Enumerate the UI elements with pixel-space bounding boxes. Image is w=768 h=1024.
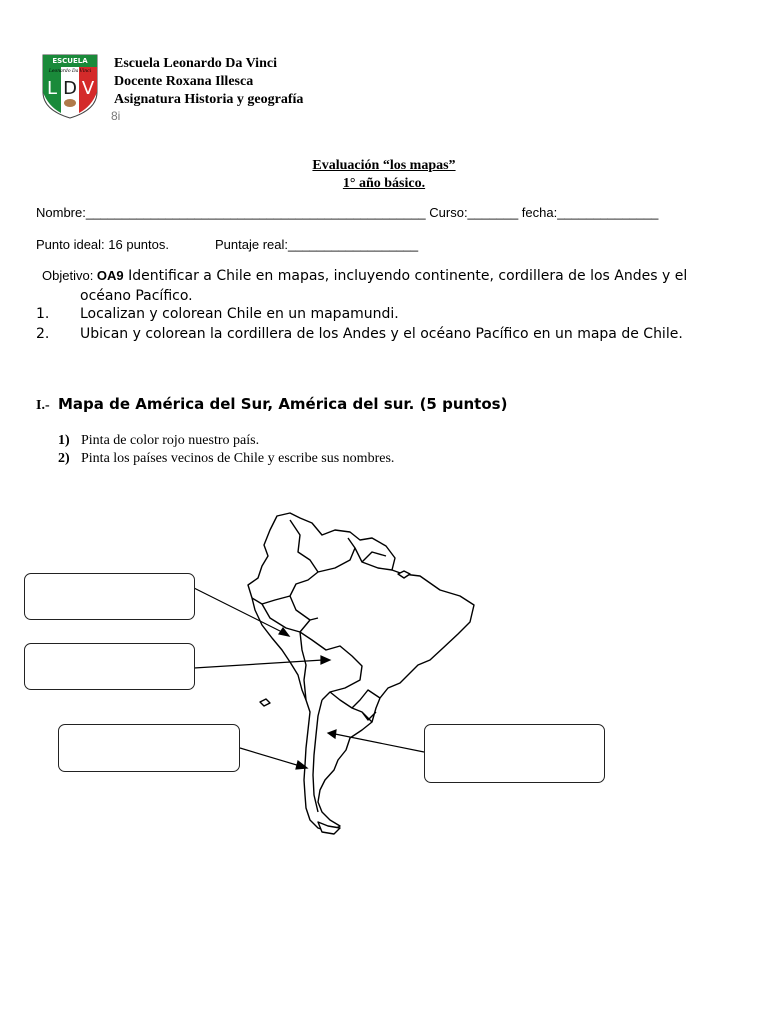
objective-item-2-num: 2. <box>36 326 50 342</box>
objective-code: OA9 <box>96 268 124 283</box>
exam-subtitle: 1° año básico. <box>342 176 426 191</box>
answer-box-3[interactable] <box>58 724 240 772</box>
student-fields-line: Nombre:_______________________________________________ Curso:_______ fecha:______________ <box>36 205 659 220</box>
objective-text: Identificar a Chile en mapas, incluyendo continente, cordillera de los Andes y el <box>123 268 688 284</box>
ideal-score: Punto ideal: 16 puntos. <box>36 237 169 252</box>
objective-item-1: Localizan y colorean Chile en un mapamundi. <box>80 306 399 322</box>
subject-name: Asignatura Historia y geografía <box>114 92 304 107</box>
objective-item-2: Ubican y colorean la cordillera de los Andes y el océano Pacífico en un mapa de Chile. <box>80 326 683 342</box>
objective-text-cont: océano Pacífico. <box>80 288 193 304</box>
logo-letter-l: L <box>46 78 58 99</box>
exam-title: Evaluación “los mapas” <box>312 158 456 173</box>
island-galapagos <box>260 699 270 706</box>
real-score: Puntaje real:__________________ <box>215 237 419 252</box>
logo-script-text: Leonardo Da Vinci <box>48 69 92 74</box>
logo-letter-v: V <box>81 78 95 99</box>
task-1-num: 1) <box>58 433 70 448</box>
logo-letter-d: D <box>63 78 77 99</box>
answer-box-4[interactable] <box>424 724 605 783</box>
section-numeral: I.- <box>36 398 50 413</box>
task-1: Pinta de color rojo nuestro país. <box>81 433 260 448</box>
section-title: Mapa de América del Sur, América del sur. (5 puntos) <box>58 395 508 413</box>
teacher-name: Docente Roxana Illesca <box>114 74 254 89</box>
task-2: Pinta los países vecinos de Chile y escribe sus nombres. <box>81 451 395 466</box>
answer-box-1[interactable] <box>24 573 195 620</box>
task-2-num: 2) <box>58 451 70 466</box>
arrow-box-3 <box>240 748 300 766</box>
objective-prefix: Objetivo: <box>42 268 97 283</box>
objective-item-1-num: 1. <box>36 306 50 322</box>
answer-box-2[interactable] <box>24 643 195 690</box>
school-name: Escuela Leonardo Da Vinci <box>114 56 277 71</box>
logo-top-text: ESCUELA <box>52 57 88 65</box>
small-note: 8i <box>111 109 121 123</box>
